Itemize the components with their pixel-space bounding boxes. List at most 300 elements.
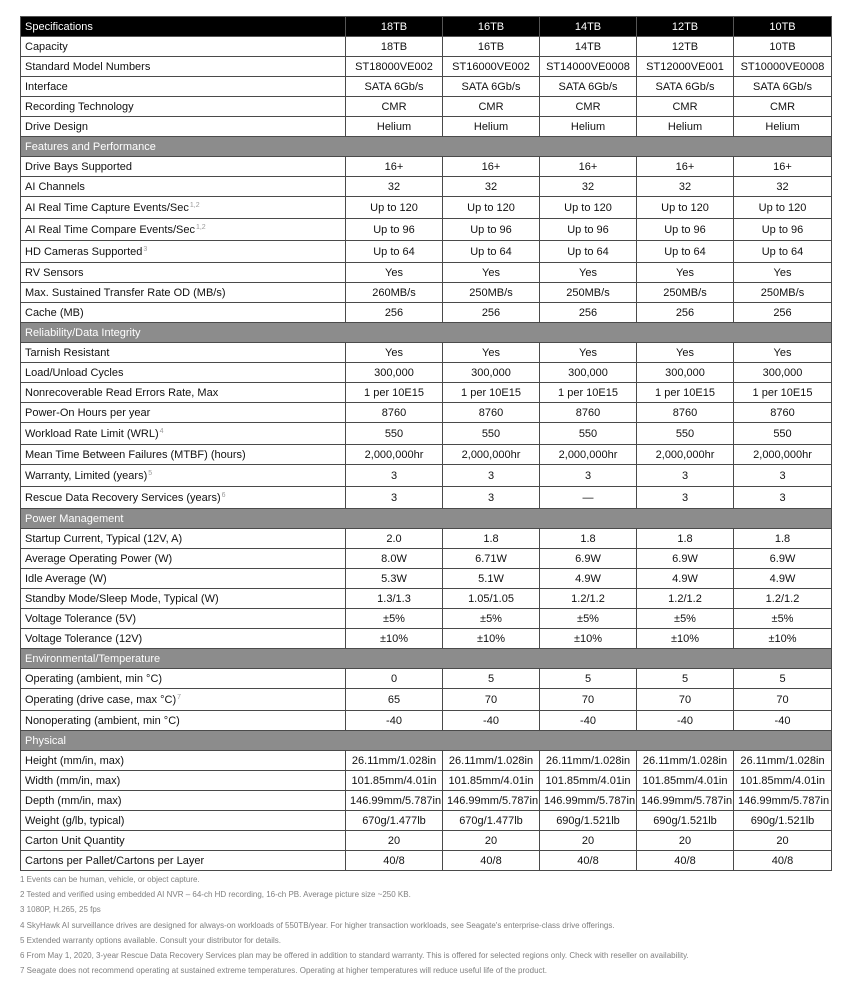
value-cell: 2,000,000hr — [734, 445, 832, 465]
row-label: Idle Average (W) — [25, 572, 107, 585]
row-label-cell — [21, 263, 346, 283]
section-header-row — [21, 649, 832, 669]
footnote-reference: 3 — [143, 245, 148, 253]
value-cell: 550 — [443, 423, 540, 445]
value-cell: 26.11mm/1.028in — [637, 751, 734, 771]
row-label-cell — [21, 609, 346, 629]
value-cell: ST18000VE002 — [346, 57, 443, 77]
value-cell: 1.2/1.2 — [734, 589, 832, 609]
header-cell: 10TB — [734, 17, 832, 37]
value-cell: 1.8 — [540, 529, 637, 549]
value-cell: 101.85mm/4.01in — [637, 771, 734, 791]
value-cell: 8.0W — [346, 549, 443, 569]
row-label-cell — [21, 383, 346, 403]
value-cell: SATA 6Gb/s — [637, 77, 734, 97]
value-cell: SATA 6Gb/s — [540, 77, 637, 97]
table-row — [21, 589, 832, 609]
value-cell: Up to 64 — [637, 241, 734, 263]
value-cell: ±10% — [637, 629, 734, 649]
row-label: Width (mm/in, max) — [25, 774, 121, 787]
row-label: Carton Unit Quantity — [25, 834, 125, 847]
table-row — [21, 383, 832, 403]
row-label-cell — [21, 117, 346, 137]
row-label-cell — [21, 465, 346, 487]
value-cell: 550 — [346, 423, 443, 445]
value-cell: ±5% — [734, 609, 832, 629]
row-label-cell — [21, 771, 346, 791]
value-cell: Yes — [346, 263, 443, 283]
value-cell: 690g/1.521lb — [637, 811, 734, 831]
row-label-cell — [21, 831, 346, 851]
value-cell: -40 — [734, 711, 832, 731]
value-cell: Up to 96 — [346, 219, 443, 241]
value-cell: Helium — [346, 117, 443, 137]
row-label: Depth (mm/in, max) — [25, 794, 122, 807]
table-row — [21, 37, 832, 57]
value-cell: 70 — [734, 689, 832, 711]
value-cell: 20 — [540, 831, 637, 851]
value-cell: 40/8 — [443, 851, 540, 871]
row-label-cell — [21, 549, 346, 569]
header-cell: 14TB — [540, 17, 637, 37]
value-cell: 12TB — [637, 37, 734, 57]
footnote: 2 Tested and verified using embedded AI NVR – 64-ch HD recording, 16-ch PB. Average picture size ~250 KB. — [20, 890, 411, 900]
table-row — [21, 609, 832, 629]
value-cell: 4.9W — [540, 569, 637, 589]
value-cell: 26.11mm/1.028in — [346, 751, 443, 771]
table-row — [21, 343, 832, 363]
value-cell: 20 — [637, 831, 734, 851]
row-label: Cache (MB) — [25, 306, 84, 319]
value-cell: 260MB/s — [346, 283, 443, 303]
row-label: Max. Sustained Transfer Rate OD (MB/s) — [25, 286, 226, 299]
value-cell: ±5% — [637, 609, 734, 629]
table-row — [21, 423, 832, 445]
row-label: Average Operating Power (W) — [25, 552, 173, 565]
table-row — [21, 177, 832, 197]
value-cell: 300,000 — [734, 363, 832, 383]
value-cell: — — [540, 487, 637, 509]
row-label: Operating (ambient, min °C) — [25, 672, 163, 685]
value-cell: 1 per 10E15 — [734, 383, 832, 403]
value-cell: Yes — [734, 263, 832, 283]
value-cell: 300,000 — [637, 363, 734, 383]
table-row — [21, 629, 832, 649]
value-cell: ST10000VE0008 — [734, 57, 832, 77]
value-cell: 2,000,000hr — [637, 445, 734, 465]
table-row — [21, 831, 832, 851]
value-cell: 8760 — [637, 403, 734, 423]
section-header-row — [21, 323, 832, 343]
row-label-cell — [21, 487, 346, 509]
spec-table — [20, 16, 832, 871]
footnote-reference: 7 — [177, 693, 182, 701]
row-label: Drive Design — [25, 120, 88, 133]
value-cell: 670g/1.477lb — [443, 811, 540, 831]
value-cell: SATA 6Gb/s — [734, 77, 832, 97]
row-label-cell — [21, 669, 346, 689]
value-cell: 1 per 10E15 — [443, 383, 540, 403]
value-cell: Yes — [540, 263, 637, 283]
footnote-reference: 1,2 — [189, 201, 200, 209]
row-label-cell — [21, 177, 346, 197]
row-label: Weight (g/lb, typical) — [25, 814, 125, 827]
row-label: RV Sensors — [25, 266, 84, 279]
value-cell: 40/8 — [637, 851, 734, 871]
row-label-cell — [21, 851, 346, 871]
header-row — [21, 17, 832, 37]
value-cell: 16+ — [540, 157, 637, 177]
row-label: Tarnish Resistant — [25, 346, 110, 359]
value-cell: 32 — [540, 177, 637, 197]
value-cell: Yes — [540, 343, 637, 363]
value-cell: 300,000 — [346, 363, 443, 383]
row-label: Load/Unload Cycles — [25, 366, 124, 379]
value-cell: 0 — [346, 669, 443, 689]
value-cell: Up to 120 — [443, 197, 540, 219]
value-cell: 300,000 — [443, 363, 540, 383]
header-cell: 12TB — [637, 17, 734, 37]
value-cell: CMR — [637, 97, 734, 117]
section-header-row — [21, 731, 832, 751]
value-cell: ST12000VE001 — [637, 57, 734, 77]
value-cell: 4.9W — [637, 569, 734, 589]
value-cell: Helium — [734, 117, 832, 137]
table-row — [21, 283, 832, 303]
row-label-cell — [21, 403, 346, 423]
value-cell: Yes — [637, 263, 734, 283]
table-row — [21, 263, 832, 283]
section-title: Environmental/Temperature — [21, 649, 832, 669]
row-label: Voltage Tolerance (5V) — [25, 612, 137, 625]
footnote: 3 1080P, H.265, 25 fps — [20, 905, 101, 915]
value-cell: ±5% — [540, 609, 637, 629]
value-cell: 256 — [637, 303, 734, 323]
value-cell: 3 — [443, 487, 540, 509]
value-cell: CMR — [540, 97, 637, 117]
value-cell: 250MB/s — [540, 283, 637, 303]
footnote: 4 SkyHawk AI surveillance drives are designed for always-on workloads of 550TB/year. For higher transaction workloads, see Seagate's enterprise-class drive offerings. — [20, 920, 615, 930]
row-label: Power-On Hours per year — [25, 406, 151, 419]
value-cell: Up to 120 — [540, 197, 637, 219]
value-cell: CMR — [443, 97, 540, 117]
table-body — [21, 37, 832, 871]
value-cell: 26.11mm/1.028in — [540, 751, 637, 771]
value-cell: Helium — [540, 117, 637, 137]
value-cell: Up to 64 — [734, 241, 832, 263]
value-cell: 256 — [346, 303, 443, 323]
value-cell: 146.99mm/5.787in — [637, 791, 734, 811]
row-label-cell — [21, 751, 346, 771]
value-cell: 70 — [540, 689, 637, 711]
value-cell: 40/8 — [734, 851, 832, 871]
value-cell: 101.85mm/4.01in — [346, 771, 443, 791]
value-cell: ±10% — [734, 629, 832, 649]
value-cell: 550 — [540, 423, 637, 445]
table-row — [21, 771, 832, 791]
value-cell: 8760 — [346, 403, 443, 423]
value-cell: 1.8 — [734, 529, 832, 549]
row-label: Cartons per Pallet/Cartons per Layer — [25, 854, 205, 867]
value-cell: 32 — [734, 177, 832, 197]
table-row — [21, 669, 832, 689]
value-cell: 3 — [443, 465, 540, 487]
row-label: Mean Time Between Failures (MTBF) (hours) — [25, 448, 246, 461]
footnote: 7 Seagate does not recommend operating at sustained extreme temperatures. Operating at higher temperatures will reduce useful life of the product. — [20, 966, 547, 976]
value-cell: 1 per 10E15 — [637, 383, 734, 403]
value-cell: ±5% — [443, 609, 540, 629]
value-cell: CMR — [346, 97, 443, 117]
value-cell: 1 per 10E15 — [346, 383, 443, 403]
row-label: AI Real Time Capture Events/Sec — [25, 201, 189, 214]
table-row — [21, 57, 832, 77]
table-row — [21, 569, 832, 589]
value-cell: 3 — [540, 465, 637, 487]
value-cell: 32 — [346, 177, 443, 197]
row-label: Voltage Tolerance (12V) — [25, 632, 143, 645]
value-cell: 5 — [540, 669, 637, 689]
value-cell: 146.99mm/5.787in — [346, 791, 443, 811]
value-cell: -40 — [443, 711, 540, 731]
table-row — [21, 197, 832, 219]
footnote-reference: 6 — [221, 491, 226, 499]
value-cell: 550 — [734, 423, 832, 445]
table-row — [21, 403, 832, 423]
row-label: Workload Rate Limit (WRL) — [25, 427, 159, 440]
row-label-cell — [21, 629, 346, 649]
table-row — [21, 851, 832, 871]
value-cell: Yes — [734, 343, 832, 363]
value-cell: 5.1W — [443, 569, 540, 589]
table-row — [21, 791, 832, 811]
value-cell: 5 — [637, 669, 734, 689]
value-cell: 14TB — [540, 37, 637, 57]
value-cell: 65 — [346, 689, 443, 711]
table-row — [21, 549, 832, 569]
value-cell: 16+ — [346, 157, 443, 177]
value-cell: 40/8 — [346, 851, 443, 871]
table-row — [21, 465, 832, 487]
row-label-cell — [21, 219, 346, 241]
table-row — [21, 117, 832, 137]
value-cell: Up to 120 — [734, 197, 832, 219]
row-label: Interface — [25, 80, 68, 93]
section-title: Physical — [21, 731, 832, 751]
value-cell: 1.8 — [637, 529, 734, 549]
row-label-cell — [21, 157, 346, 177]
table-row — [21, 363, 832, 383]
row-label-cell — [21, 529, 346, 549]
row-label: AI Real Time Compare Events/Sec — [25, 223, 195, 236]
value-cell: 16+ — [734, 157, 832, 177]
table-row — [21, 97, 832, 117]
row-label-cell — [21, 569, 346, 589]
row-label-cell — [21, 343, 346, 363]
value-cell: 6.9W — [540, 549, 637, 569]
value-cell: 26.11mm/1.028in — [443, 751, 540, 771]
value-cell: 3 — [637, 487, 734, 509]
table-row — [21, 445, 832, 465]
value-cell: SATA 6Gb/s — [346, 77, 443, 97]
table-row — [21, 689, 832, 711]
table-row — [21, 77, 832, 97]
value-cell: Up to 64 — [346, 241, 443, 263]
section-title: Reliability/Data Integrity — [21, 323, 832, 343]
value-cell: -40 — [346, 711, 443, 731]
value-cell: 20 — [734, 831, 832, 851]
value-cell: 16TB — [443, 37, 540, 57]
footnote: 1 Events can be human, vehicle, or object capture. — [20, 875, 200, 884]
section-header-row — [21, 137, 832, 157]
value-cell: Up to 96 — [443, 219, 540, 241]
value-cell: 6.9W — [734, 549, 832, 569]
value-cell: 4.9W — [734, 569, 832, 589]
row-label-cell — [21, 711, 346, 731]
row-label: Nonrecoverable Read Errors Rate, Max — [25, 386, 219, 399]
value-cell: 690g/1.521lb — [734, 811, 832, 831]
value-cell: 5 — [734, 669, 832, 689]
value-cell: CMR — [734, 97, 832, 117]
table-header — [21, 17, 832, 37]
value-cell: -40 — [540, 711, 637, 731]
value-cell: ±10% — [443, 629, 540, 649]
value-cell: 256 — [734, 303, 832, 323]
header-cell: 18TB — [346, 17, 443, 37]
value-cell: 3 — [637, 465, 734, 487]
value-cell: Yes — [637, 343, 734, 363]
value-cell: 1.05/1.05 — [443, 589, 540, 609]
table-row — [21, 751, 832, 771]
row-label-cell — [21, 241, 346, 263]
value-cell: 5.3W — [346, 569, 443, 589]
row-label: Warranty, Limited (years) — [25, 469, 148, 482]
value-cell: 18TB — [346, 37, 443, 57]
value-cell: 20 — [443, 831, 540, 851]
value-cell: 3 — [346, 487, 443, 509]
value-cell: 3 — [734, 465, 832, 487]
value-cell: Up to 96 — [734, 219, 832, 241]
value-cell: 256 — [540, 303, 637, 323]
footnote-reference: 5 — [148, 469, 153, 477]
row-label: Operating (drive case, max °C) — [25, 693, 177, 706]
table-row — [21, 303, 832, 323]
row-label-cell — [21, 97, 346, 117]
section-title: Features and Performance — [21, 137, 832, 157]
value-cell: 690g/1.521lb — [540, 811, 637, 831]
value-cell: SATA 6Gb/s — [443, 77, 540, 97]
footnotes — [20, 872, 831, 978]
row-label-cell — [21, 197, 346, 219]
value-cell: 3 — [346, 465, 443, 487]
value-cell: 670g/1.477lb — [346, 811, 443, 831]
value-cell: 6.71W — [443, 549, 540, 569]
value-cell: 20 — [346, 831, 443, 851]
row-label-cell — [21, 791, 346, 811]
value-cell: 16+ — [443, 157, 540, 177]
value-cell: 8760 — [443, 403, 540, 423]
row-label: AI Channels — [25, 180, 85, 193]
footnote: 6 From May 1, 2020, 3-year Rescue Data Recovery Services plan may be offered in addition to standard warranty. This is offered for selected regions only. Check with reseller on availability. — [20, 950, 689, 960]
value-cell: 10TB — [734, 37, 832, 57]
row-label: Standard Model Numbers — [25, 60, 151, 73]
value-cell: Up to 96 — [540, 219, 637, 241]
value-cell: ±10% — [540, 629, 637, 649]
row-label-cell — [21, 423, 346, 445]
table-row — [21, 157, 832, 177]
row-label: HD Cameras Supported — [25, 245, 143, 258]
value-cell: ST16000VE002 — [443, 57, 540, 77]
row-label: Standby Mode/Sleep Mode, Typical (W) — [25, 592, 219, 605]
value-cell: 3 — [734, 487, 832, 509]
row-label: Drive Bays Supported — [25, 160, 132, 173]
value-cell: 101.85mm/4.01in — [443, 771, 540, 791]
row-label-cell — [21, 445, 346, 465]
value-cell: -40 — [637, 711, 734, 731]
row-label: Startup Current, Typical (12V, A) — [25, 532, 183, 545]
value-cell: 256 — [443, 303, 540, 323]
row-label-cell — [21, 689, 346, 711]
value-cell: Up to 96 — [637, 219, 734, 241]
row-label-cell — [21, 589, 346, 609]
footnote: 5 Extended warranty options available. Consult your distributor for details. — [20, 935, 282, 945]
row-label: Rescue Data Recovery Services (years) — [25, 491, 221, 504]
value-cell: 2,000,000hr — [540, 445, 637, 465]
value-cell: 101.85mm/4.01in — [540, 771, 637, 791]
row-label-cell — [21, 37, 346, 57]
value-cell: 2,000,000hr — [346, 445, 443, 465]
value-cell: 250MB/s — [637, 283, 734, 303]
value-cell: Helium — [637, 117, 734, 137]
value-cell: ±10% — [346, 629, 443, 649]
value-cell: 1.8 — [443, 529, 540, 549]
value-cell: 6.9W — [637, 549, 734, 569]
value-cell: 1.2/1.2 — [540, 589, 637, 609]
value-cell: Yes — [443, 343, 540, 363]
section-header-row — [21, 509, 832, 529]
value-cell: 32 — [637, 177, 734, 197]
row-label: Nonoperating (ambient, min °C) — [25, 714, 180, 727]
value-cell: 16+ — [637, 157, 734, 177]
value-cell: 26.11mm/1.028in — [734, 751, 832, 771]
section-title: Power Management — [21, 509, 832, 529]
value-cell: 1.2/1.2 — [637, 589, 734, 609]
footnote-reference: 1,2 — [195, 223, 206, 231]
row-label-cell — [21, 283, 346, 303]
row-label-cell — [21, 77, 346, 97]
value-cell: Up to 64 — [443, 241, 540, 263]
row-label-cell — [21, 57, 346, 77]
value-cell: 70 — [443, 689, 540, 711]
row-label: Height (mm/in, max) — [25, 754, 125, 767]
value-cell: 8760 — [540, 403, 637, 423]
table-row — [21, 241, 832, 263]
value-cell: Up to 120 — [637, 197, 734, 219]
value-cell: ±5% — [346, 609, 443, 629]
row-label: Capacity — [25, 40, 68, 53]
value-cell: ST14000VE0008 — [540, 57, 637, 77]
value-cell: 146.99mm/5.787in — [540, 791, 637, 811]
value-cell: 250MB/s — [734, 283, 832, 303]
table-row — [21, 487, 832, 509]
value-cell: 32 — [443, 177, 540, 197]
table-row — [21, 711, 832, 731]
value-cell: 5 — [443, 669, 540, 689]
row-label-cell — [21, 303, 346, 323]
value-cell: Helium — [443, 117, 540, 137]
row-label: Recording Technology — [25, 100, 134, 113]
table-row — [21, 219, 832, 241]
table-row — [21, 811, 832, 831]
